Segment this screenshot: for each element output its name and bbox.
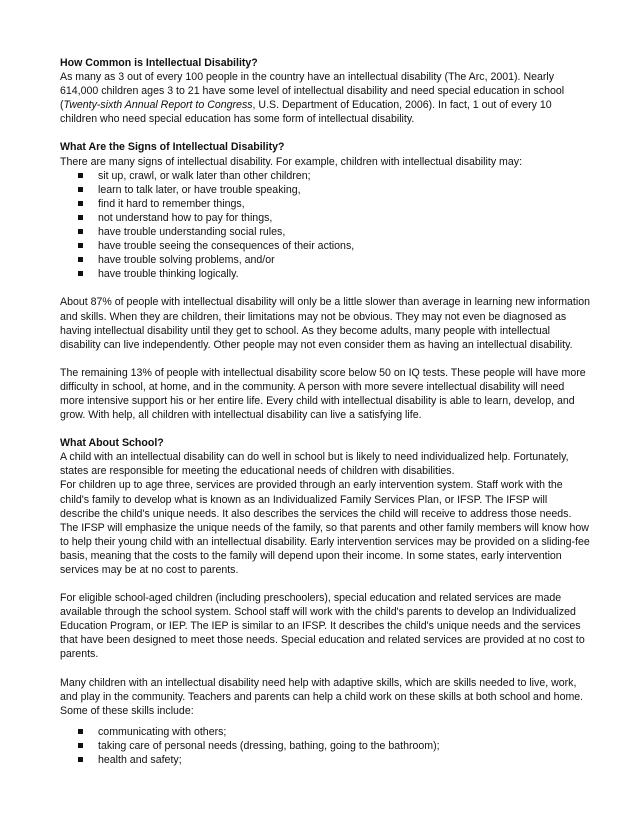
paragraph-adaptive-skills: Many children with an intellectual disability need help with adaptive skills, which are skills needed to live, work, and play in the community. Teachers and parents can help a child work on these skills at both school and home. Some of these skills include: <box>60 676 584 717</box>
list-item-text: have trouble understanding social rules, <box>98 226 286 239</box>
list-item <box>78 725 590 739</box>
bullet-icon <box>78 257 83 262</box>
spacer <box>60 352 590 366</box>
list-item <box>78 267 590 281</box>
spacer <box>60 281 590 295</box>
list-item <box>78 169 590 183</box>
list-item <box>78 753 590 767</box>
list-item-text: learn to talk later, or have trouble speaking, <box>98 183 301 196</box>
prevalence-text-end: , U.S. Department of Education, 2006). In fact, 1 out of every 10 children who need special education has some form of intellectual disability. <box>60 99 552 126</box>
spacer <box>60 422 590 436</box>
heading-signs: What Are the Signs of Intellectual Disability? <box>60 141 285 154</box>
list-item <box>78 739 590 753</box>
list-item <box>78 239 590 253</box>
bullet-icon <box>78 757 83 762</box>
list-item <box>78 197 590 211</box>
list-item <box>78 225 590 239</box>
spacer <box>60 126 590 140</box>
bullet-icon <box>78 743 83 748</box>
report-title: Twenty-sixth Annual Report to Congress <box>63 99 253 112</box>
list-item-text: taking care of personal needs (dressing, bathing, going to the bathroom); <box>98 739 440 752</box>
heading-school: What About School? <box>60 437 164 450</box>
list-item-text: have trouble thinking logically. <box>98 268 239 281</box>
paragraph-87-percent: About 87% of people with intellectual disability will only be a little slower than average in learning new information and skills. When they are children, their limitations may not be obvious. They may not even be diagnosed as having intellectual disability until they get to school. As they become adults, many people with intellectual disability can live independently. Other people may not even consider them as having an intellectual disability. <box>60 296 590 351</box>
spacer <box>60 662 590 676</box>
bullet-icon <box>78 229 83 234</box>
bullet-icon <box>78 271 83 276</box>
bullet-icon <box>78 173 83 178</box>
document-page <box>60 56 590 767</box>
list-item-text: find it hard to remember things, <box>98 197 245 210</box>
signs-list <box>60 169 590 282</box>
paragraph-13-percent: The remaining 13% of people with intellectual disability score below 50 on IQ tests. These people will have more difficulty in school, at home, and in the community. A person with more severe intellectual disability will need more intensive support his or her entire life. Every child with intellectual disability is able to learn, develop, and grow. With help, all children with intellectual disability can live a satisfying life. <box>60 366 586 422</box>
paragraph-school-intro: A child with an intellectual disability can do well in school but is likely to need individualized help. Fortunately, states are responsible for meeting the educational needs of children with disabilities. <box>60 451 569 478</box>
list-item-text: health and safety; <box>98 754 182 767</box>
skills-list <box>60 725 590 767</box>
bullet-icon <box>78 187 83 192</box>
list-item-text: communicating with others; <box>98 725 227 738</box>
paragraph-early-intervention: For children up to age three, services are provided through an early intervention system. Staff work with the child's family to develop what is known as an Individualized Family Services Plan, or IFSP. The IFSP will describe the child's unique needs. It also describes the services the child will receive to address those needs. The IFSP will emphasize the unique needs of the family, so that parents and other family members will know how to help their young child with an intellectual disability. Early intervention services may be provided on a sliding-fee basis, meaning that the costs to the family will depend upon their income. In some states, early intervention services may be at no cost to parents. <box>60 479 590 576</box>
list-item-text: not understand how to pay for things, <box>98 211 273 224</box>
prevalence-text-start: As many as 3 out of every 100 people in the country have an intellectual disability (The Arc, 2001). Nearly 614,000 children ages 3 to 21 have some level of intellectual disability and need special education in school ( <box>60 71 565 112</box>
paragraph-school-aged: For eligible school-aged children (including preschoolers), special education and related services are made available through the school system. School staff will work with the child's parents to develop an Individualized Education Program, or IEP. The IEP is similar to an IFSP. It describes the child's unique needs and the services that have been designed to meet those needs. Special education and related services are provided at no cost to parents. <box>60 592 585 661</box>
list-item-text: have trouble seeing the consequences of their actions, <box>98 240 355 253</box>
paragraph-prevalence <box>60 70 590 126</box>
spacer <box>60 577 590 591</box>
bullet-icon <box>78 243 83 248</box>
list-item <box>78 253 590 267</box>
list-item-text: have trouble solving problems, and/or <box>98 254 275 267</box>
bullet-icon <box>78 201 83 206</box>
spacer <box>60 718 590 725</box>
signs-intro: There are many signs of intellectual disability. For example, children with intellectual disability may: <box>60 155 523 168</box>
bullet-icon <box>78 729 83 734</box>
list-item <box>78 211 590 225</box>
bullet-icon <box>78 215 83 220</box>
list-item-text: sit up, crawl, or walk later than other children; <box>98 169 311 182</box>
list-item <box>78 183 590 197</box>
heading-how-common: How Common is Intellectual Disability? <box>60 57 258 69</box>
